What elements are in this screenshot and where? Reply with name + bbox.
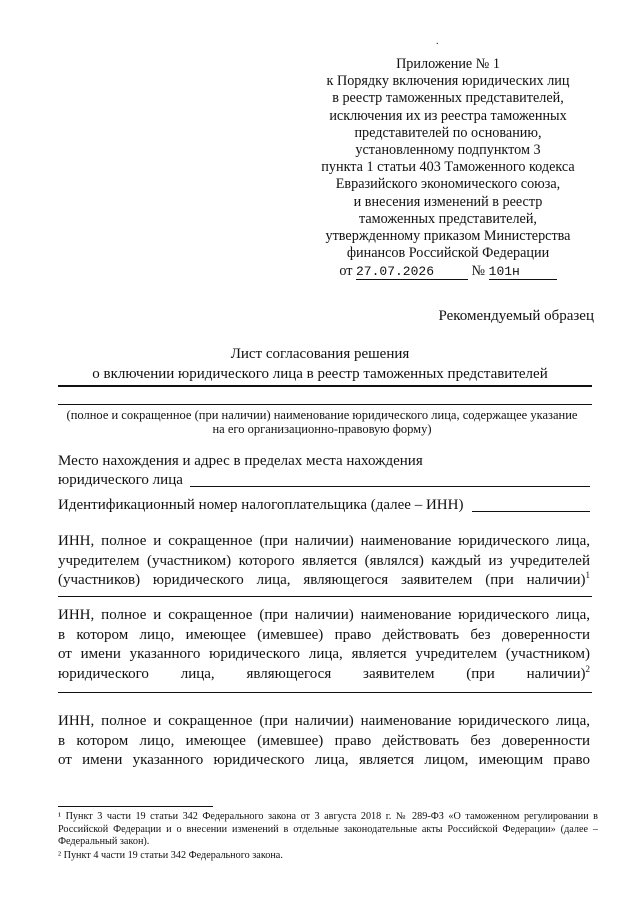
location-label-line1: Место нахождения и адрес в пределах места нахождения bbox=[58, 453, 423, 469]
footnote-ref-2[interactable]: 2 bbox=[585, 663, 590, 674]
appendix-line: представителей по основанию, bbox=[354, 124, 542, 141]
inn-label: Идентификационный номер налогоплательщика (далее – ИНН) bbox=[58, 497, 464, 513]
order-date: 27.07.2026 bbox=[356, 265, 468, 280]
founders-line: (участников) юридического лица, являющегося заявителем (при наличии)$^1$ bbox=[58, 570, 590, 588]
order-number: 101н bbox=[489, 265, 557, 280]
director-founder-field-line bbox=[58, 692, 592, 693]
founders-field-line bbox=[58, 596, 592, 597]
appendix-line: к Порядку включения юридических лиц bbox=[326, 73, 570, 90]
footnote-1: ¹ Пункт 3 части 19 статьи 342 Федерального закона от 3 августа 2018 г. № 289-ФЗ «О таможенном регулировании в Российской Федерации и о внесении изменений в отдельные законодательные акты Российской Федерации» (далее – Федеральный закон). bbox=[58, 811, 598, 848]
appendix-line: Евразийского экономического союза, bbox=[335, 176, 561, 193]
appendix-line: исключения их из реестра таможенных bbox=[329, 107, 567, 124]
appendix-line: финансов Российской Федерации bbox=[346, 245, 550, 262]
name-caption-line1: (полное и сокращенное (при наличии) наименование юридического лица, содержащее указание bbox=[66, 408, 578, 422]
title-underline bbox=[58, 385, 592, 387]
appendix-line: и внесения изменений в реестр bbox=[353, 193, 543, 210]
footnote-separator bbox=[58, 806, 213, 807]
scan-dot-mark: . bbox=[436, 36, 439, 47]
location-label-line2: юридического лица bbox=[58, 472, 183, 488]
order-date-number bbox=[298, 263, 598, 280]
location-field-line bbox=[190, 486, 590, 487]
appendix-line: утвержденному приказом Министерства bbox=[325, 228, 571, 245]
footnote-2: ² Пункт 4 части 19 статьи 342 Федерального закона. bbox=[58, 850, 283, 861]
director-founder-line: в котором лицо, имеющее (имевшее) право действовать без доверенности bbox=[58, 626, 590, 643]
director-founder-line: ИНН, полное и сокращенное (при наличии) наименование юридического лица, bbox=[58, 607, 590, 623]
name-field-line bbox=[58, 404, 592, 405]
director-founder-line: юридического лица, являющегося заявителем (при наличии)$^2$ bbox=[58, 663, 590, 682]
document-subtitle: о включении юридического лица в реестр таможенных представителей bbox=[92, 366, 548, 382]
footnote-ref-1[interactable]: 1 bbox=[585, 570, 590, 580]
director-person-line: ИНН, полное и сокращенное (при наличии) наименование юридического лица, bbox=[58, 713, 590, 729]
director-person-line: в котором лицо, имеющее (имевшее) право действовать без доверенности bbox=[58, 732, 590, 749]
appendix-line: пункта 1 статьи 403 Таможенного кодекса bbox=[321, 159, 575, 176]
founders-line: учредителем (участником) которого является (являлся) каждый из учредителей bbox=[58, 552, 590, 569]
appendix-line: установленному подпунктом 3 bbox=[355, 142, 541, 159]
director-founder-line: от имени указанного юридического лица, является учредителем (участником) bbox=[58, 646, 590, 662]
number-prefix: № bbox=[471, 263, 486, 280]
document-title: Лист согласования решения bbox=[230, 346, 410, 362]
inn-field-line bbox=[472, 511, 590, 512]
director-founder-paragraph bbox=[58, 606, 590, 684]
founders-line: ИНН, полное и сокращенное (при наличии) наименование юридического лица, bbox=[58, 533, 590, 549]
name-caption-line2: на его организационно-правовую форму) bbox=[212, 422, 432, 436]
appendix-line: Приложение № 1 bbox=[396, 56, 500, 72]
recommended-sample-label: Рекомендуемый образец bbox=[438, 308, 594, 324]
appendix-line: в реестр таможенных представителей, bbox=[332, 90, 564, 107]
director-person-line: от имени указанного юридического лица, является лицом, имеющим право bbox=[58, 752, 590, 768]
founders-paragraph bbox=[58, 532, 590, 591]
director-person-paragraph bbox=[58, 712, 590, 771]
appendix-header bbox=[298, 56, 598, 281]
appendix-line: таможенных представителей, bbox=[359, 210, 537, 227]
date-prefix: от bbox=[339, 263, 353, 280]
